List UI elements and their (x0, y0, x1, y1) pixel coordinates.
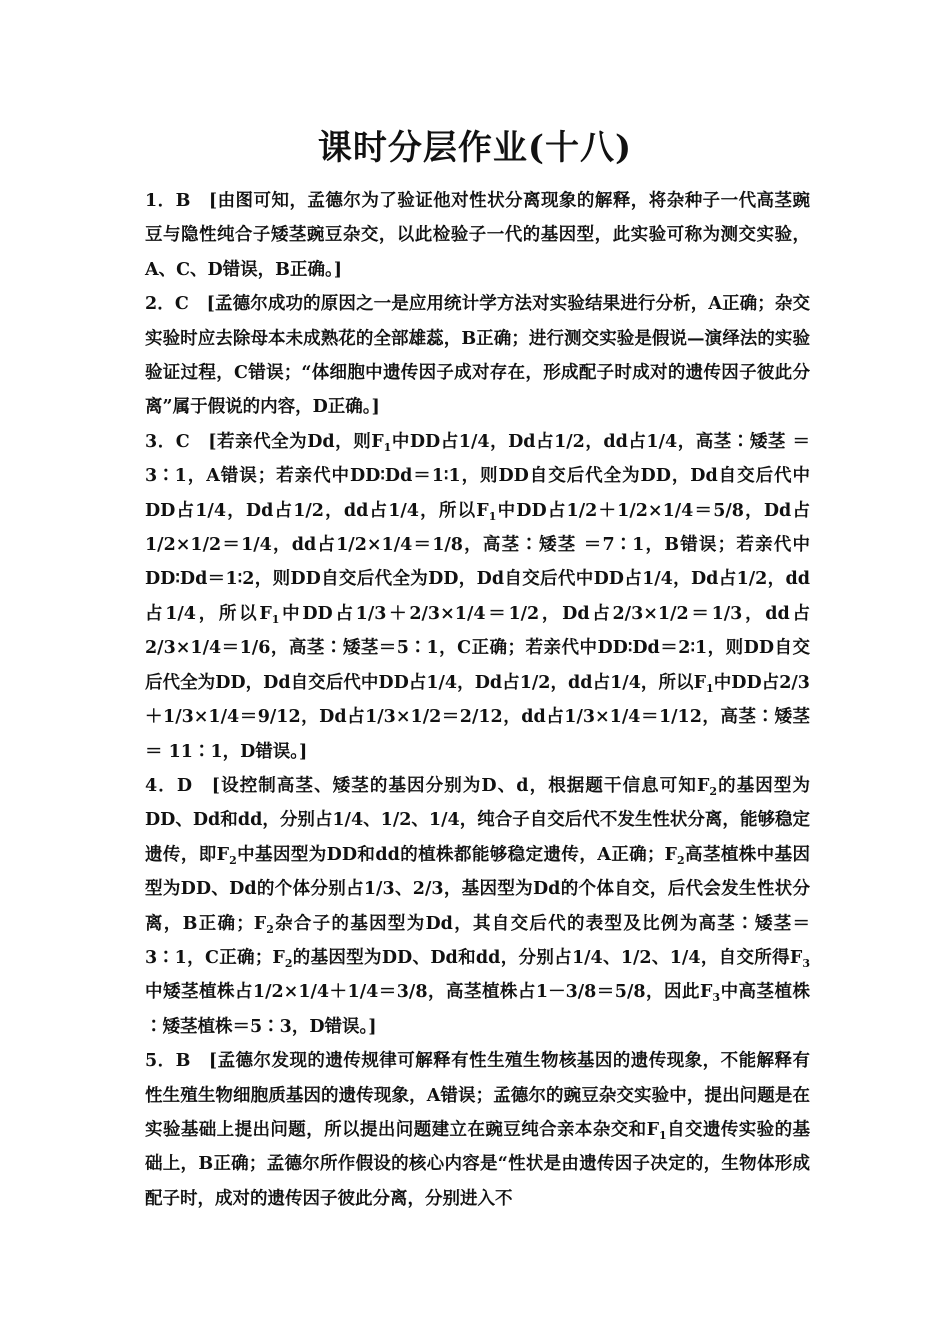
item-explanation-part: 中基因型为DD和dd的植株都能够稳定遗传，A正确；F (236, 844, 677, 865)
item-explanation-part: 的基因型为DD、Dd和dd，分别占1/4、1/2、1/4，自交所得F (292, 947, 803, 968)
item-explanation-part: [孟德尔发现的遗传规律可解释有性生殖生物核基因的遗传现象，不能解释有性生殖生物细胞质基因的遗传现象，A错误；孟德尔的豌豆杂交实验中，提出问题是在实验基础上提出问题，所以提出问题建立在豌豆纯合亲本杂交和F (145, 1051, 810, 1140)
answer-list (145, 184, 810, 1216)
answer-item-2 (145, 287, 810, 425)
item-explanation-part: [设控制高茎、矮茎的基因分别为D、d，根据题干信息可知F (211, 775, 710, 796)
subscript: 2 (676, 853, 685, 867)
item-number: 5． (145, 1051, 176, 1072)
item-answer: C (175, 431, 190, 452)
answer-item-5 (145, 1044, 810, 1216)
item-explanation-part: 高茎植株中基因型为DD、Dd的个体分别占1/3、2/3，基因型为Dd的个体自交，后代会发生性状分离，B正确；F (145, 844, 810, 934)
answer-item-4 (145, 769, 810, 1044)
item-explanation-part: 的基因型为DD、Dd和dd，分别占1/4、1/2、1/4，纯合子自交后代不发生性状分离，能够稳定遗传，即F (145, 775, 810, 865)
item-explanation-part: 中高茎植株∶矮茎植株＝5∶3，D错误。] (145, 982, 811, 1037)
subscript: 2 (709, 784, 718, 798)
subscript: 3 (712, 991, 721, 1005)
item-answer: B (175, 191, 191, 211)
item-number: 4． (145, 775, 177, 796)
item-answer: C (174, 294, 189, 315)
subscript: 3 (802, 956, 810, 970)
item-explanation: [孟德尔成功的原因之一是应用统计学方法对实验结果进行分析，A正确；杂交实验时应去除母本未成熟花的全部雄蕊，B正确；进行测交实验是假说—演绎法的实验验证过程，C错误；“体细胞中遗传因子成对存在，形成配子时成对的遗传因子彼此分离”属于假说的内容，D正确。] (145, 294, 811, 418)
item-explanation: [由图可知，孟德尔为了验证他对性状分离现象的解释，将杂种子一代高茎豌豆与隐性纯合子矮茎豌豆杂交，以此检验子一代的基因型，此实验可称为测交实验，A、C、D错误，B正确。] (145, 191, 810, 280)
item-explanation-part: 中DD占1/4，Dd占1/2，dd占1/4，高茎∶矮茎 ＝ 3∶1，A错误；若亲代中DD∶Dd＝1∶1，则DD自交后代全为DD，Dd自交后代中DD占1/4，Dd占1/2，dd占1/4，所以F (145, 431, 810, 521)
item-explanation-part: 杂合子的基因型为Dd，其自交后代的表型及比例为高茎∶矮茎＝3∶1，C正确；F (145, 913, 810, 968)
item-explanation-part: 中DD占1/2＋1/2×1/4＝5/8，Dd占1/2×1/2＝1/4，dd占1/2×1/4＝1/8，高茎∶矮茎 ＝7∶1，B错误；若亲代中DD∶Dd＝1∶2，则DD自交后代全为DD，Dd自交后代中DD占1/4，Dd占1/2，dd占1/4，所以F (145, 500, 810, 624)
answer-item-1 (145, 184, 810, 287)
item-explanation-part: 中DD占1/3＋2/3×1/4＝1/2，Dd占2/3×1/2＝1/3，dd占2/3×1/4＝1/6，高茎∶矮茎＝5∶1，C正确；若亲代中DD∶Dd＝2∶1，则DD自交后代全为DD，Dd自交后代中DD占1/4，Dd占1/2，dd占1/4，所以F (145, 603, 810, 693)
page-title: 课时分层作业(十八) (317, 128, 633, 168)
item-explanation-part: 自交遗传实验的基础上，B正确；孟德尔所作假设的核心内容是“性状是由遗传因子决定的，生物体形成配子时，成对的遗传因子彼此分离，分别进入不 (145, 1119, 810, 1209)
subscript: 2 (229, 853, 237, 867)
answer-item-3 (145, 425, 810, 769)
subscript: 1 (383, 440, 392, 454)
subscript: 2 (284, 956, 293, 970)
item-answer: D (176, 775, 193, 796)
item-explanation-part: [若亲代全为Dd，则F (208, 431, 384, 452)
subscript: 1 (659, 1128, 667, 1142)
subscript: 2 (266, 922, 274, 936)
item-explanation-part: 中DD占2/3＋1/3×1/4＝9/12，Dd占1/3×1/2＝2/12，dd占1/3×1/4＝1/12，高茎∶矮茎＝ 11∶1，D错误。] (145, 672, 810, 762)
subscript: 1 (706, 681, 714, 695)
subscript: 1 (271, 612, 280, 626)
subscript: 1 (488, 509, 497, 523)
item-answer: B (175, 1051, 191, 1072)
item-explanation-part: 中矮茎植株占1/2×1/4＋1/4＝3/8，高茎植株占1－3/8＝5/8，因此F (145, 982, 713, 1003)
item-number: 2． (145, 294, 175, 315)
item-number: 3． (145, 431, 176, 452)
item-number: 1． (145, 191, 176, 211)
